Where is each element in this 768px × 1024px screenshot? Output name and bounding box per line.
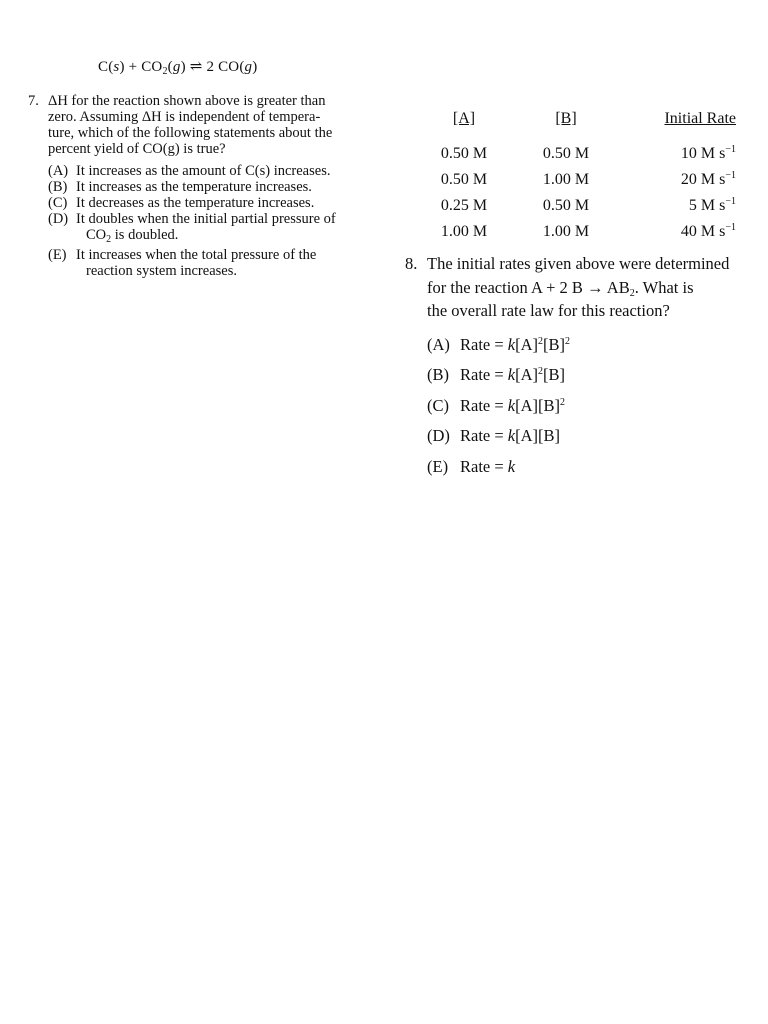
eq-paren: ) — [252, 59, 258, 75]
answer-options — [427, 333, 750, 486]
conc-b: [B] — [538, 426, 561, 445]
eq-plus: + — [124, 59, 142, 75]
cell-rate — [642, 197, 736, 215]
order-b: 2 — [560, 396, 566, 408]
rate-prefix: Rate = — [460, 456, 508, 476]
question-8 — [405, 252, 750, 485]
rate-exponent: −1 — [725, 222, 736, 233]
option-text — [460, 363, 565, 387]
header-b: [B] — [555, 110, 577, 127]
conc-b: [B] — [538, 395, 561, 415]
eq-sub: 2 — [162, 66, 168, 77]
cell-b: 0.50 M — [542, 145, 590, 162]
option-text — [460, 424, 560, 448]
rate-prefix: Rate = — [460, 334, 508, 354]
cell-a: 0.50 M — [440, 171, 488, 188]
stem-line: ture, which of the following statements about the — [48, 125, 333, 141]
option-label: (B) — [48, 179, 68, 195]
option-label: (A) — [427, 334, 450, 354]
stem-text: . What is — [634, 277, 694, 297]
rate-exponent: −1 — [725, 170, 736, 181]
option-text: It doubles when the initial partial pressure of — [76, 211, 336, 227]
rate-constant: k — [507, 365, 516, 384]
eq-co2: CO — [141, 59, 163, 75]
option-text — [460, 394, 565, 418]
option-text: It increases as the temperature increases. — [76, 179, 312, 195]
cell-rate — [642, 171, 736, 189]
eq-state: s — [113, 59, 120, 75]
eq-paren: ( — [167, 59, 173, 75]
rate-constant: k — [507, 395, 516, 415]
option-label: (D) — [48, 211, 69, 227]
stem-line: percent yield of CO(g) is true? — [48, 141, 226, 157]
option-text — [460, 455, 515, 479]
option-c[interactable] — [427, 394, 750, 425]
question-number: 8. — [405, 254, 418, 273]
option-text: CO — [86, 227, 107, 243]
cell-b: 1.00 M — [542, 171, 590, 188]
cell-rate — [642, 223, 736, 241]
cell-b: 0.50 M — [542, 197, 590, 214]
option-sub: 2 — [106, 234, 112, 245]
stem-line: zero. Assuming ΔH is independent of tempera- — [48, 109, 321, 125]
option-text: is doubled. — [111, 227, 179, 243]
option-a[interactable] — [427, 333, 750, 364]
stem-line — [427, 276, 750, 300]
question-7 — [28, 93, 363, 279]
option-text: reaction system increases. — [86, 263, 237, 279]
rate-constant: k — [507, 334, 516, 354]
conc-a: [A] — [515, 365, 539, 384]
option-label: (D) — [427, 426, 450, 445]
option-b[interactable] — [48, 179, 363, 195]
option-d[interactable] — [427, 424, 750, 455]
option-label: (C) — [48, 195, 68, 211]
rate-prefix: Rate = — [460, 365, 508, 384]
option-label: (E) — [48, 247, 67, 263]
rate-prefix: Rate = — [460, 426, 508, 445]
order-a: 2 — [538, 335, 544, 347]
cell-b: 1.00 M — [542, 223, 590, 240]
rate-prefix: Rate = — [460, 395, 508, 415]
stem-line: ΔH for the reaction shown above is greater than — [48, 93, 326, 109]
header-a: [A] — [452, 110, 476, 127]
stem-text: for the reaction A + 2 B → AB — [427, 277, 630, 297]
eq-paren: ) — [180, 59, 186, 75]
option-label: (E) — [427, 456, 449, 476]
rate-exponent: −1 — [725, 144, 736, 155]
conc-a: [A] — [515, 426, 539, 445]
eq-paren: ) — [119, 59, 125, 75]
rate-value: 20 M s — [680, 171, 726, 188]
answer-options — [48, 163, 363, 279]
stem-line: The initial rates given above were determined — [427, 254, 730, 273]
question-stem — [427, 252, 750, 323]
eq-carbon: C( — [98, 59, 114, 75]
option-label: (B) — [427, 365, 449, 384]
option-text: It decreases as the temperature increases. — [76, 195, 315, 211]
option-b[interactable] — [427, 363, 750, 394]
cell-rate — [642, 145, 736, 163]
option-c[interactable] — [48, 195, 363, 211]
option-text: It increases as the amount of C(s) increases. — [76, 163, 331, 179]
order-a: 2 — [538, 366, 544, 377]
stem-sub: 2 — [629, 287, 635, 299]
header-rate: Initial Rate — [664, 110, 736, 127]
option-e[interactable] — [427, 455, 750, 486]
cell-a: 0.25 M — [440, 197, 488, 214]
conc-a: [A] — [515, 395, 539, 415]
rate-value: 10 M s — [680, 145, 726, 162]
option-label: (A) — [48, 163, 69, 179]
rate-value: 40 M s — [680, 223, 726, 240]
order-b: 2 — [565, 335, 571, 347]
eq-state: g — [172, 59, 181, 75]
rate-value: 5 M s — [688, 197, 726, 214]
eq-state: g — [244, 59, 253, 75]
option-text: It increases when the total pressure of the — [76, 247, 317, 263]
rate-constant: k — [507, 426, 516, 445]
option-e[interactable] — [48, 247, 363, 279]
option-text — [460, 333, 570, 357]
equilibrium-equation — [98, 57, 257, 76]
question-number: 7. — [28, 93, 39, 109]
stem-line: the overall rate law for this reaction? — [427, 301, 670, 320]
option-d[interactable] — [48, 211, 363, 243]
option-label: (C) — [427, 395, 449, 415]
conc-b: [B] — [543, 365, 566, 384]
equilibrium-arrow: ⇌ — [185, 59, 207, 75]
question-stem — [48, 93, 363, 157]
conc-b: [B] — [543, 334, 566, 354]
cell-a: 0.50 M — [440, 145, 488, 162]
rate-exponent: −1 — [725, 196, 736, 207]
eq-co: 2 CO( — [206, 59, 245, 75]
conc-a: [A] — [515, 334, 539, 354]
option-a[interactable] — [48, 163, 363, 179]
cell-a: 1.00 M — [440, 223, 488, 240]
rate-constant: k — [507, 456, 516, 476]
